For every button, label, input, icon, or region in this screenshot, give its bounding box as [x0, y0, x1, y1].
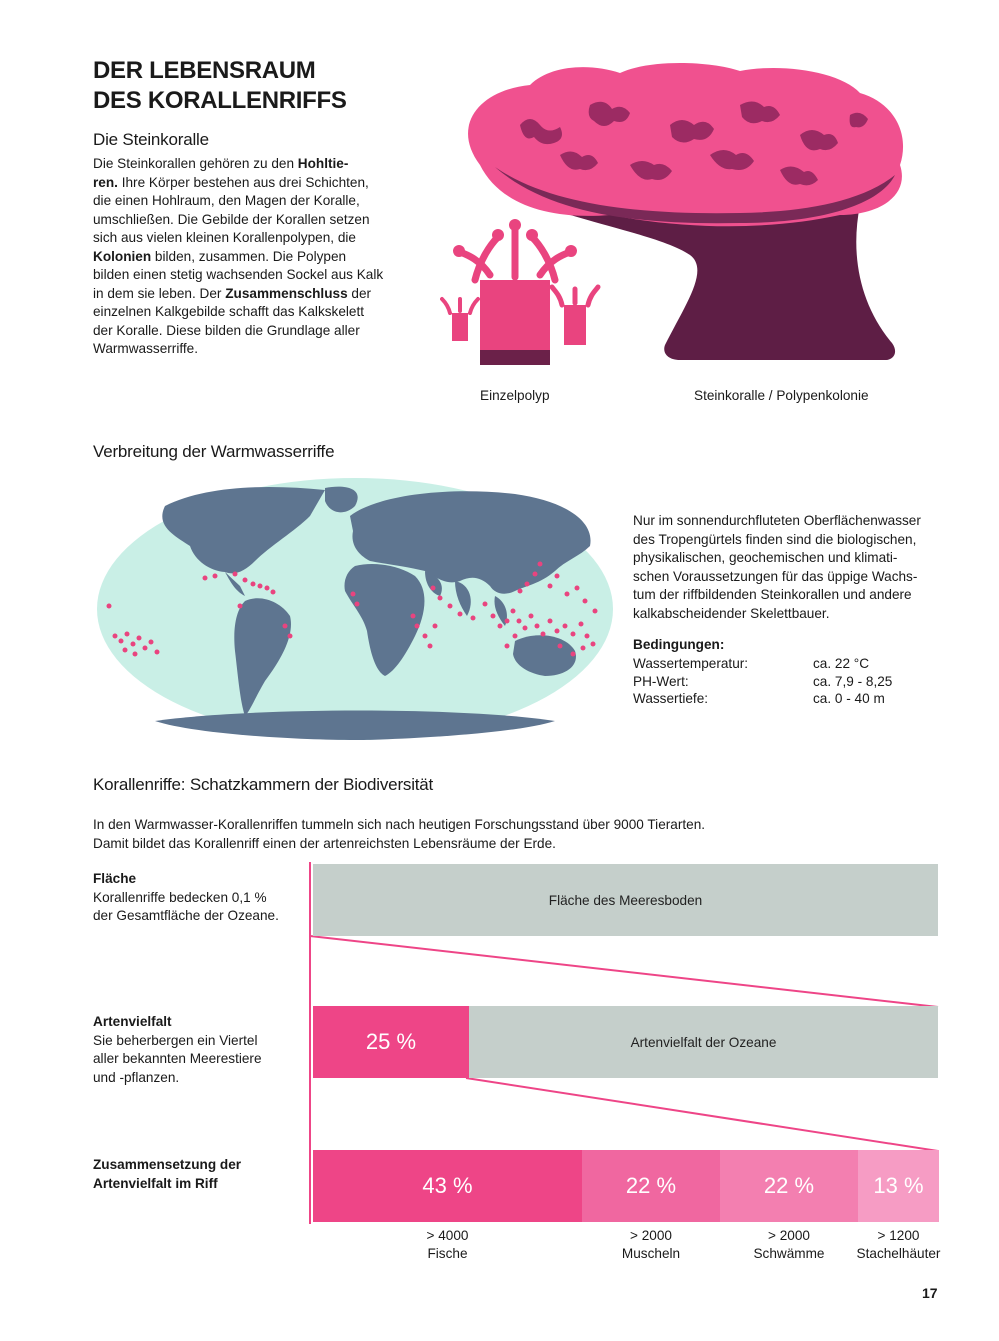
page-title-line1: DER LEBENSRAUM: [93, 57, 316, 84]
biodiversitaet-intro: In den Warmwasser-Korallenriffen tummeln sich nach heutigen Forschungsstand über 9000 Tierarten. Damit bildet das Korallenriff einen der artenreichsten Lebensräume der Erde.: [93, 817, 706, 851]
segment-caption: [839, 1227, 959, 1263]
segment-pct-label: 13 %: [873, 1173, 924, 1198]
segment-schwämme: [720, 1150, 858, 1222]
caption-einzelpolyp: Einzelpolyp: [480, 388, 550, 403]
artenvielfalt-bar-label: Artenvielfalt der Ozeane: [630, 1034, 777, 1050]
segment-stachelhäuter: [858, 1150, 939, 1222]
segment-count: > 2000: [630, 1228, 672, 1243]
verbreitung-text-line: des Tropengürtels finden sind die biologischen,: [633, 531, 917, 547]
artenvielfalt-pct: 25 %: [365, 1029, 417, 1054]
segment-group: Stachelhäuter: [856, 1246, 941, 1261]
world-map: [95, 476, 615, 742]
segment-pct-label: 22 %: [625, 1173, 677, 1198]
flaeche-bar-label: Fläche des Meeresboden: [548, 892, 703, 908]
segment-group: Schwämme: [753, 1246, 825, 1261]
steinkoralle-text-line: Kolonien bilden, zusammen. Die Polypen: [93, 248, 347, 264]
bedingung-row: [633, 690, 953, 708]
segment-muscheln: [582, 1150, 720, 1222]
segment-pct-label: 43 %: [422, 1173, 473, 1198]
segment-fische: [313, 1150, 582, 1222]
bedingung-value: ca. 7,9 - 8,25: [813, 673, 893, 689]
segment-group: Fische: [427, 1246, 468, 1261]
artenvielfalt-ozean-bar: [469, 1006, 938, 1078]
steinkoralle-text-line: Die Steinkorallen gehören zu den Hohltie-: [93, 156, 349, 171]
verbreitung-text: [633, 512, 963, 623]
bedingungen-heading: Bedingungen:: [633, 637, 725, 652]
zusammensetzung-label: Zusammensetzung der Artenvielfalt im Riff: [93, 1157, 242, 1191]
steinkoralle-text-line: die einen Hohlraum, den Magen der Koralle,: [93, 193, 360, 208]
bedingung-label: Wassertiefe:: [633, 691, 709, 706]
bedingungen-list: [633, 655, 953, 708]
bedingung-row: [633, 673, 953, 691]
verbreitung-text-line: physikalischen, geochemischen und klimati-: [633, 550, 898, 565]
bedingung-row: [633, 655, 953, 673]
steinkoralle-text-line: Warmwasserriffe.: [93, 341, 198, 356]
segment-pct-label: 22 %: [763, 1173, 815, 1198]
page-title-line2: DES KORALLENRIFFS: [93, 87, 347, 114]
verbreitung-text-line: kalkabscheidender Skelettbauer.: [633, 605, 830, 621]
steinkoralle-text-line: sich aus vielen kleinen Korallenpolypen, die: [93, 230, 356, 245]
steinkoralle-text-line: ren. Ihre Körper bestehen aus drei Schichten,: [93, 174, 369, 190]
segment-count: > 1200: [877, 1228, 920, 1243]
segment-caption: [591, 1227, 711, 1263]
steinkoralle-heading: Die Steinkoralle: [93, 130, 209, 149]
segment-caption: [388, 1227, 508, 1263]
bedingung-label: PH-Wert:: [633, 673, 689, 689]
steinkoralle-text-line: umschließen. Die Gebilde der Korallen setzen: [93, 211, 370, 227]
artenvielfalt-riff-bar: [313, 1006, 469, 1078]
flaeche-label: Fläche Korallenriffe bedecken 0,1 % der Gesamtfläche der Ozeane.: [93, 871, 279, 923]
steinkoralle-text: [93, 155, 403, 359]
coral-illustration: [440, 55, 910, 375]
caption-steinkoralle: Steinkoralle / Polypenkolonie: [694, 388, 869, 403]
segment-count: > 4000: [426, 1228, 469, 1243]
biodiversitaet-heading: Korallenriffe: Schatzkammern der Biodiversität: [93, 775, 434, 794]
bedingung-value: ca. 22 °C: [813, 656, 870, 671]
flaeche-bar: [313, 864, 938, 936]
steinkoralle-text-line: der Koralle. Diese bilden die Grundlage aller: [93, 322, 360, 338]
segment-group: Muscheln: [621, 1246, 681, 1261]
verbreitung-text-line: schen Voraussetzungen für das üppige Wachs-: [633, 568, 918, 584]
verbreitung-text-line: tum der riffbildenden Steinkorallen und andere: [633, 587, 912, 602]
segment-caption: [729, 1227, 849, 1263]
steinkoralle-text-line: bilden einen stetig wachsenden Sockel aus Kalk: [93, 267, 384, 282]
steinkoralle-text-line: einzelnen Kalkgebilde schafft das Kalkskelett: [93, 304, 365, 319]
steinkoralle-text-line: in dem sie leben. Der Zusammenschluss der: [93, 285, 372, 301]
verbreitung-text-line: Nur im sonnendurchfluteten Oberflächenwasser: [633, 513, 921, 528]
segment-count: > 2000: [768, 1228, 810, 1243]
bedingung-label: Wassertemperatur:: [633, 656, 749, 671]
page-title: [93, 56, 347, 116]
artenvielfalt-label: Artenvielfalt Sie beherbergen ein Viertel aller bekannten Meerestiere und -pflanzen.: [93, 1014, 262, 1085]
page-number: 17: [922, 1285, 938, 1301]
verbreitung-heading: Verbreitung der Warmwasserriffe: [93, 442, 335, 461]
bedingung-value: ca. 0 - 40 m: [813, 691, 885, 706]
